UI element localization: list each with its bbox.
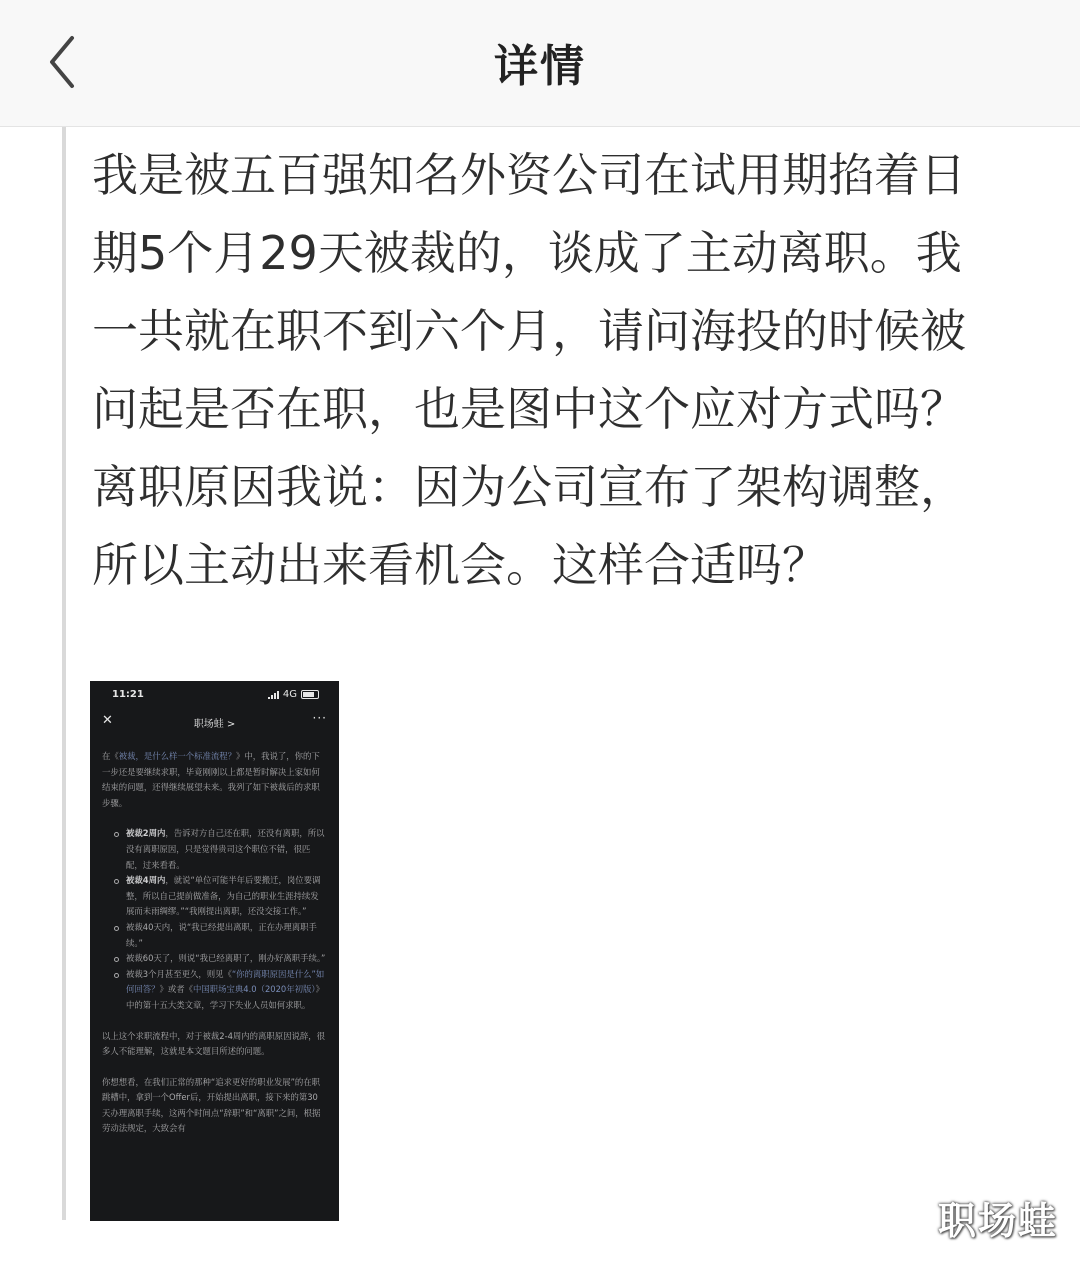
battery-icon: [301, 690, 319, 699]
nav-bar: [0, 0, 1080, 127]
list-item: [126, 826, 326, 873]
signal-icon: [268, 691, 279, 699]
item-text: 被裁3个月甚至更久，则见《: [126, 968, 232, 979]
article-paragraph: 以上这个求职流程中，对于被裁2-4周内的离职原因说辞，很多人不能理解，这就是本文题目所述的问题。: [102, 1030, 326, 1057]
article-body: [102, 749, 326, 1152]
article-paragraph: 你想想看，在我们正常的那种“追求更好的职业发展”的在职跳槽中，拿到一个Offer后，开始提出离职，接下来的第30天办理离职手续，这两个时间点“辞职”和“离职”之间，根据劳动法规定，大致会有: [102, 1076, 321, 1134]
item-text: ，就说“单位可能半年后要搬迁，岗位要调整，所以自己提前做准备，为自己的职业生涯持续发展而未雨绸缪。”“我刚提出离职，还没交接工作。”: [126, 875, 321, 917]
item-text: ，告诉对方自己还在职，还没有离职，所以没有离职原因，只是觉得贵司这个职位不错，很匹配，过来看看。: [126, 828, 325, 870]
item-text: 被裁40天内，说“我已经提出离职，正在办理离职手续。”: [126, 921, 317, 948]
close-icon: ✕: [102, 713, 113, 728]
watermark: 职场蛙: [937, 1199, 1058, 1243]
post-paragraph: 我是被五百强知名外资公司在试用期掐着日期5个月29天被裁的，谈成了主动离职。我一共就在职不到六个月，请问海投的时候被问起是否在职，也是图中这个应对方式吗？: [92, 148, 966, 436]
embedded-screenshot[interactable]: [90, 681, 339, 1221]
step-list: [102, 826, 326, 1013]
item-text: 被裁60天了，则说“我已经离职了，刚办好离职手续。”: [126, 953, 326, 964]
list-item: [126, 951, 326, 967]
list-item: [126, 967, 326, 1014]
status-time: 11:21: [112, 689, 144, 700]
item-text: 》中的第十五大类文章，学习下失业人员如何求职。: [126, 984, 324, 1010]
quote-bar: [62, 127, 66, 1220]
post-body: [92, 136, 992, 604]
status-bar: [104, 689, 325, 703]
post-paragraph: 离职原因我说：因为公司宣布了架构调整，所以主动出来看机会。这样合适吗？: [92, 460, 966, 592]
page-title: 详情: [494, 41, 586, 92]
item-bold: 被裁2周内: [126, 828, 166, 839]
text-span: 》中，我说了，你的下一步还是要继续求职，毕竟刚刚以上都是暂时解决上家如何结束的问题，还得继续展望未来。我列了如下被裁后的求职步骤。: [102, 751, 320, 808]
more-icon: ···: [312, 711, 327, 725]
article-link: “你的离职原因是什么”如何回答？: [126, 968, 325, 995]
item-text: 》或者《: [159, 984, 193, 995]
network-label: 4G: [282, 689, 297, 700]
list-item: [126, 873, 326, 920]
article-paragraph: [102, 749, 326, 811]
text-span: 在《: [102, 751, 119, 761]
article-header: [90, 711, 339, 735]
article-link: 被裁，是什么样一个标准流程？: [118, 751, 236, 761]
item-bold: 被裁4周内: [126, 875, 166, 886]
list-item: [126, 920, 326, 951]
article-source: 职场蛙 >: [193, 719, 236, 730]
article-link: 中国职场宝典4.0（2020年初版）: [193, 984, 316, 995]
